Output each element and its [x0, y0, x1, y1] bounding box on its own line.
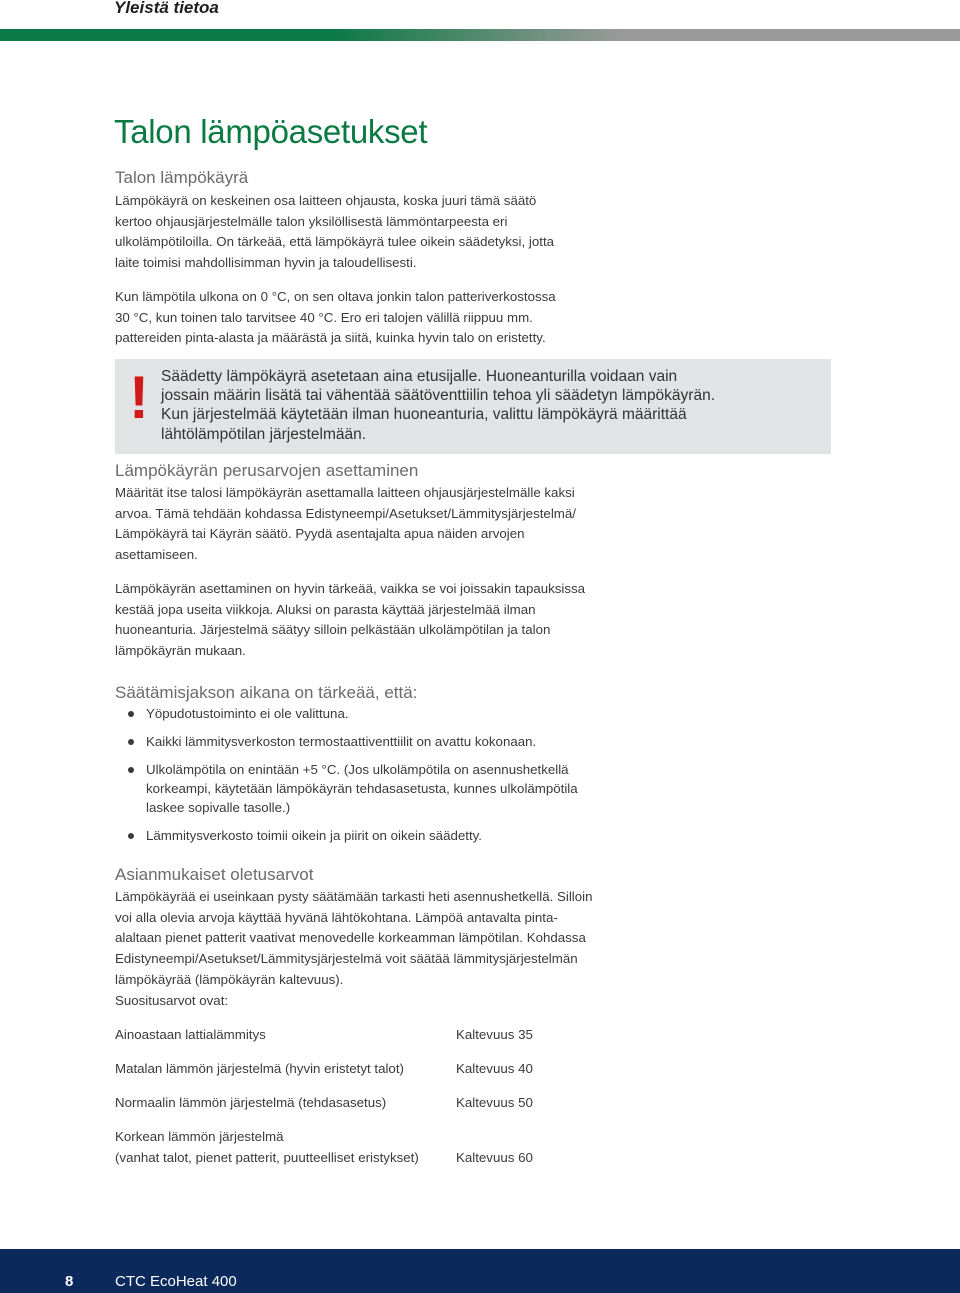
text-line: Korkean lämmön järjestelmä — [115, 1129, 284, 1144]
header-bar — [0, 29, 960, 41]
text-line: Kaikki lämmitysverkoston termostaattiventtiilit on avattu kokonaan. — [146, 734, 537, 749]
bullet-icon — [128, 739, 134, 745]
text-line: Säädetty lämpökäyrä asetetaan aina etusijalle. Huoneanturilla voidaan vain — [161, 368, 678, 385]
text-line: Kun järjestelmää käytetään ilman huoneanturia, valittu lämpökäyrä määrittää — [161, 406, 687, 424]
slope-cell: Kaltevuus 40 — [456, 1061, 533, 1076]
text-line: Yöpudotustoiminto ei ole valittuna. — [146, 706, 349, 721]
text-line: Normaalin lämmön järjestelmä (tehdasasetus) — [115, 1095, 387, 1110]
system-cell — [115, 1092, 455, 1113]
paragraph-asettaminen — [115, 579, 755, 662]
paragraph-example — [115, 287, 755, 349]
text-line: lämpökäyrää (lämpökäyrän kaltevuus). — [115, 971, 344, 987]
system-cell — [115, 1058, 455, 1079]
slope-cell: Kaltevuus 50 — [456, 1095, 533, 1110]
slope-cell: Kaltevuus 35 — [456, 1027, 533, 1042]
text-line: Lämmitysverkosto toimii oikein ja piirit on oikein säädetty. — [146, 828, 483, 843]
requirements-list — [115, 704, 815, 845]
warning-note — [115, 359, 831, 454]
bullet-icon — [128, 833, 134, 839]
slope-cell: Kaltevuus 60 — [456, 1150, 533, 1165]
text-line: pattereiden pinta-alasta ja määrästä ja siitä, kuinka hyvin talo on eristetty. — [115, 330, 546, 346]
text-line: Matalan lämmön järjestelmä (hyvin eristetyt talot) — [115, 1061, 404, 1076]
text-line: Edistyneempi/Asetukset/Lämmitysjärjestelmä voit säätää lämmitysjärjestelmän — [115, 951, 578, 967]
text-line: arvoa. Tämä tehdään kohdassa Edistyneempi/Asetukset/Lämmitysjärjestelmä/ — [115, 505, 576, 521]
note-text — [161, 367, 821, 444]
text-line: Määrität itse talosi lämpökäyrän asettamalla laitteen ohjausjärjestelmälle kaksi — [115, 485, 575, 500]
paragraph-intro — [115, 191, 755, 274]
text-line: Suositusarvot ovat: — [115, 992, 229, 1008]
paragraph-perusarvot — [115, 483, 755, 566]
text-line: Lämpökäyrä tai Käyrän säätö. Pyydä asentajalta apua näiden arvojen — [115, 526, 525, 542]
text-line: laskee sopivalle tasolle.) — [146, 800, 291, 815]
system-cell — [115, 1126, 455, 1168]
text-line: ulkolämpötiloilla. On tärkeää, että lämpökäyrä tulee oikein säädetyksi, jotta — [115, 234, 555, 250]
text-line: voi alla olevia arvoja käyttää hyvänä lähtökohtana. Lämpöä antavalta pinta- — [115, 909, 558, 925]
text-line: korkeampi, käytetään lämpökäyrän tehdasasetusta, kunnes ulkolämpötila — [146, 781, 578, 796]
paragraph-oletusarvot — [115, 887, 755, 1011]
text-line: Lämpökäyrän asettaminen on hyvin tärkeää, vaikka se voi joissakin tapauksissa — [115, 581, 586, 596]
text-line: Lämpökäyrä on keskeinen osa laitteen ohjausta, koska juuri tämä säätö — [115, 193, 537, 208]
text-line: lämpökäyrän mukaan. — [115, 643, 246, 659]
heading-perusarvot: Lämpökäyrän perusarvojen asettaminen — [115, 461, 419, 480]
list-item — [115, 704, 815, 723]
heading-oletusarvot: Asianmukaiset oletusarvot — [115, 865, 314, 884]
bullet-icon — [128, 711, 134, 717]
text-line: Ulkolämpötila on enintään +5 °C. (Jos ulkolämpötila on asennushetkellä — [146, 762, 569, 777]
text-line: (vanhat talot, pienet patterit, puutteelliset eristykset) — [115, 1150, 419, 1165]
heading-saatamisjakso: Säätämisjakson aikana on tärkeää, että: — [115, 683, 418, 702]
list-item — [115, 732, 815, 751]
text-line: lähtölämpötilan järjestelmään. — [161, 425, 367, 443]
text-line: huoneanturia. Järjestelmä säätyy silloin pelkästään ulkolämpötilan ja talon — [115, 622, 551, 638]
text-line: Lämpökäyrää ei useinkaan pysty säätämään tarkasti heti asennushetkellä. Silloin — [115, 889, 593, 904]
text-line: Kun lämpötila ulkona on 0 °C, on sen oltava jonkin talon patteriverkostossa — [115, 289, 556, 304]
text-line: alaltaan pienet patterit vaativat menovedelle korkeamman lämpötilan. Kohdassa — [115, 930, 586, 946]
text-line: jossain määrin lisätä tai vähentää säätöventtiilin tehoa yli säädetyn lämpökäyrän. — [161, 387, 716, 405]
exclamation-icon: ! — [129, 364, 149, 431]
list-item — [115, 760, 815, 817]
text-line: kestää jopa useita viikkoja. Aluksi on parasta käyttää järjestelmää ilman — [115, 601, 536, 617]
list-item — [115, 826, 815, 845]
page-number: 8 — [65, 1273, 74, 1290]
text-line: 30 °C, kun toinen talo tarvitsee 40 °C. Ero eri talojen välillä riippuu mm. — [115, 309, 533, 325]
footer-bar — [0, 1249, 960, 1293]
product-name: CTC EcoHeat 400 — [115, 1273, 237, 1290]
text-line: laite toimisi mahdollisimman hyvin ja taloudellisesti. — [115, 255, 417, 271]
page-title: Talon lämpöasetukset — [114, 113, 428, 150]
section-label: Yleistä tietoa — [114, 0, 219, 17]
text-line: asettamiseen. — [115, 547, 198, 563]
text-line: kertoo ohjausjärjestelmälle talon yksilöllisestä lämmöntarpeesta eri — [115, 213, 508, 229]
bullet-icon — [128, 767, 134, 773]
heading-talon-lampokayra: Talon lämpökäyrä — [115, 168, 249, 187]
system-cell — [115, 1024, 455, 1045]
text-line: Ainoastaan lattialämmitys — [115, 1027, 266, 1042]
